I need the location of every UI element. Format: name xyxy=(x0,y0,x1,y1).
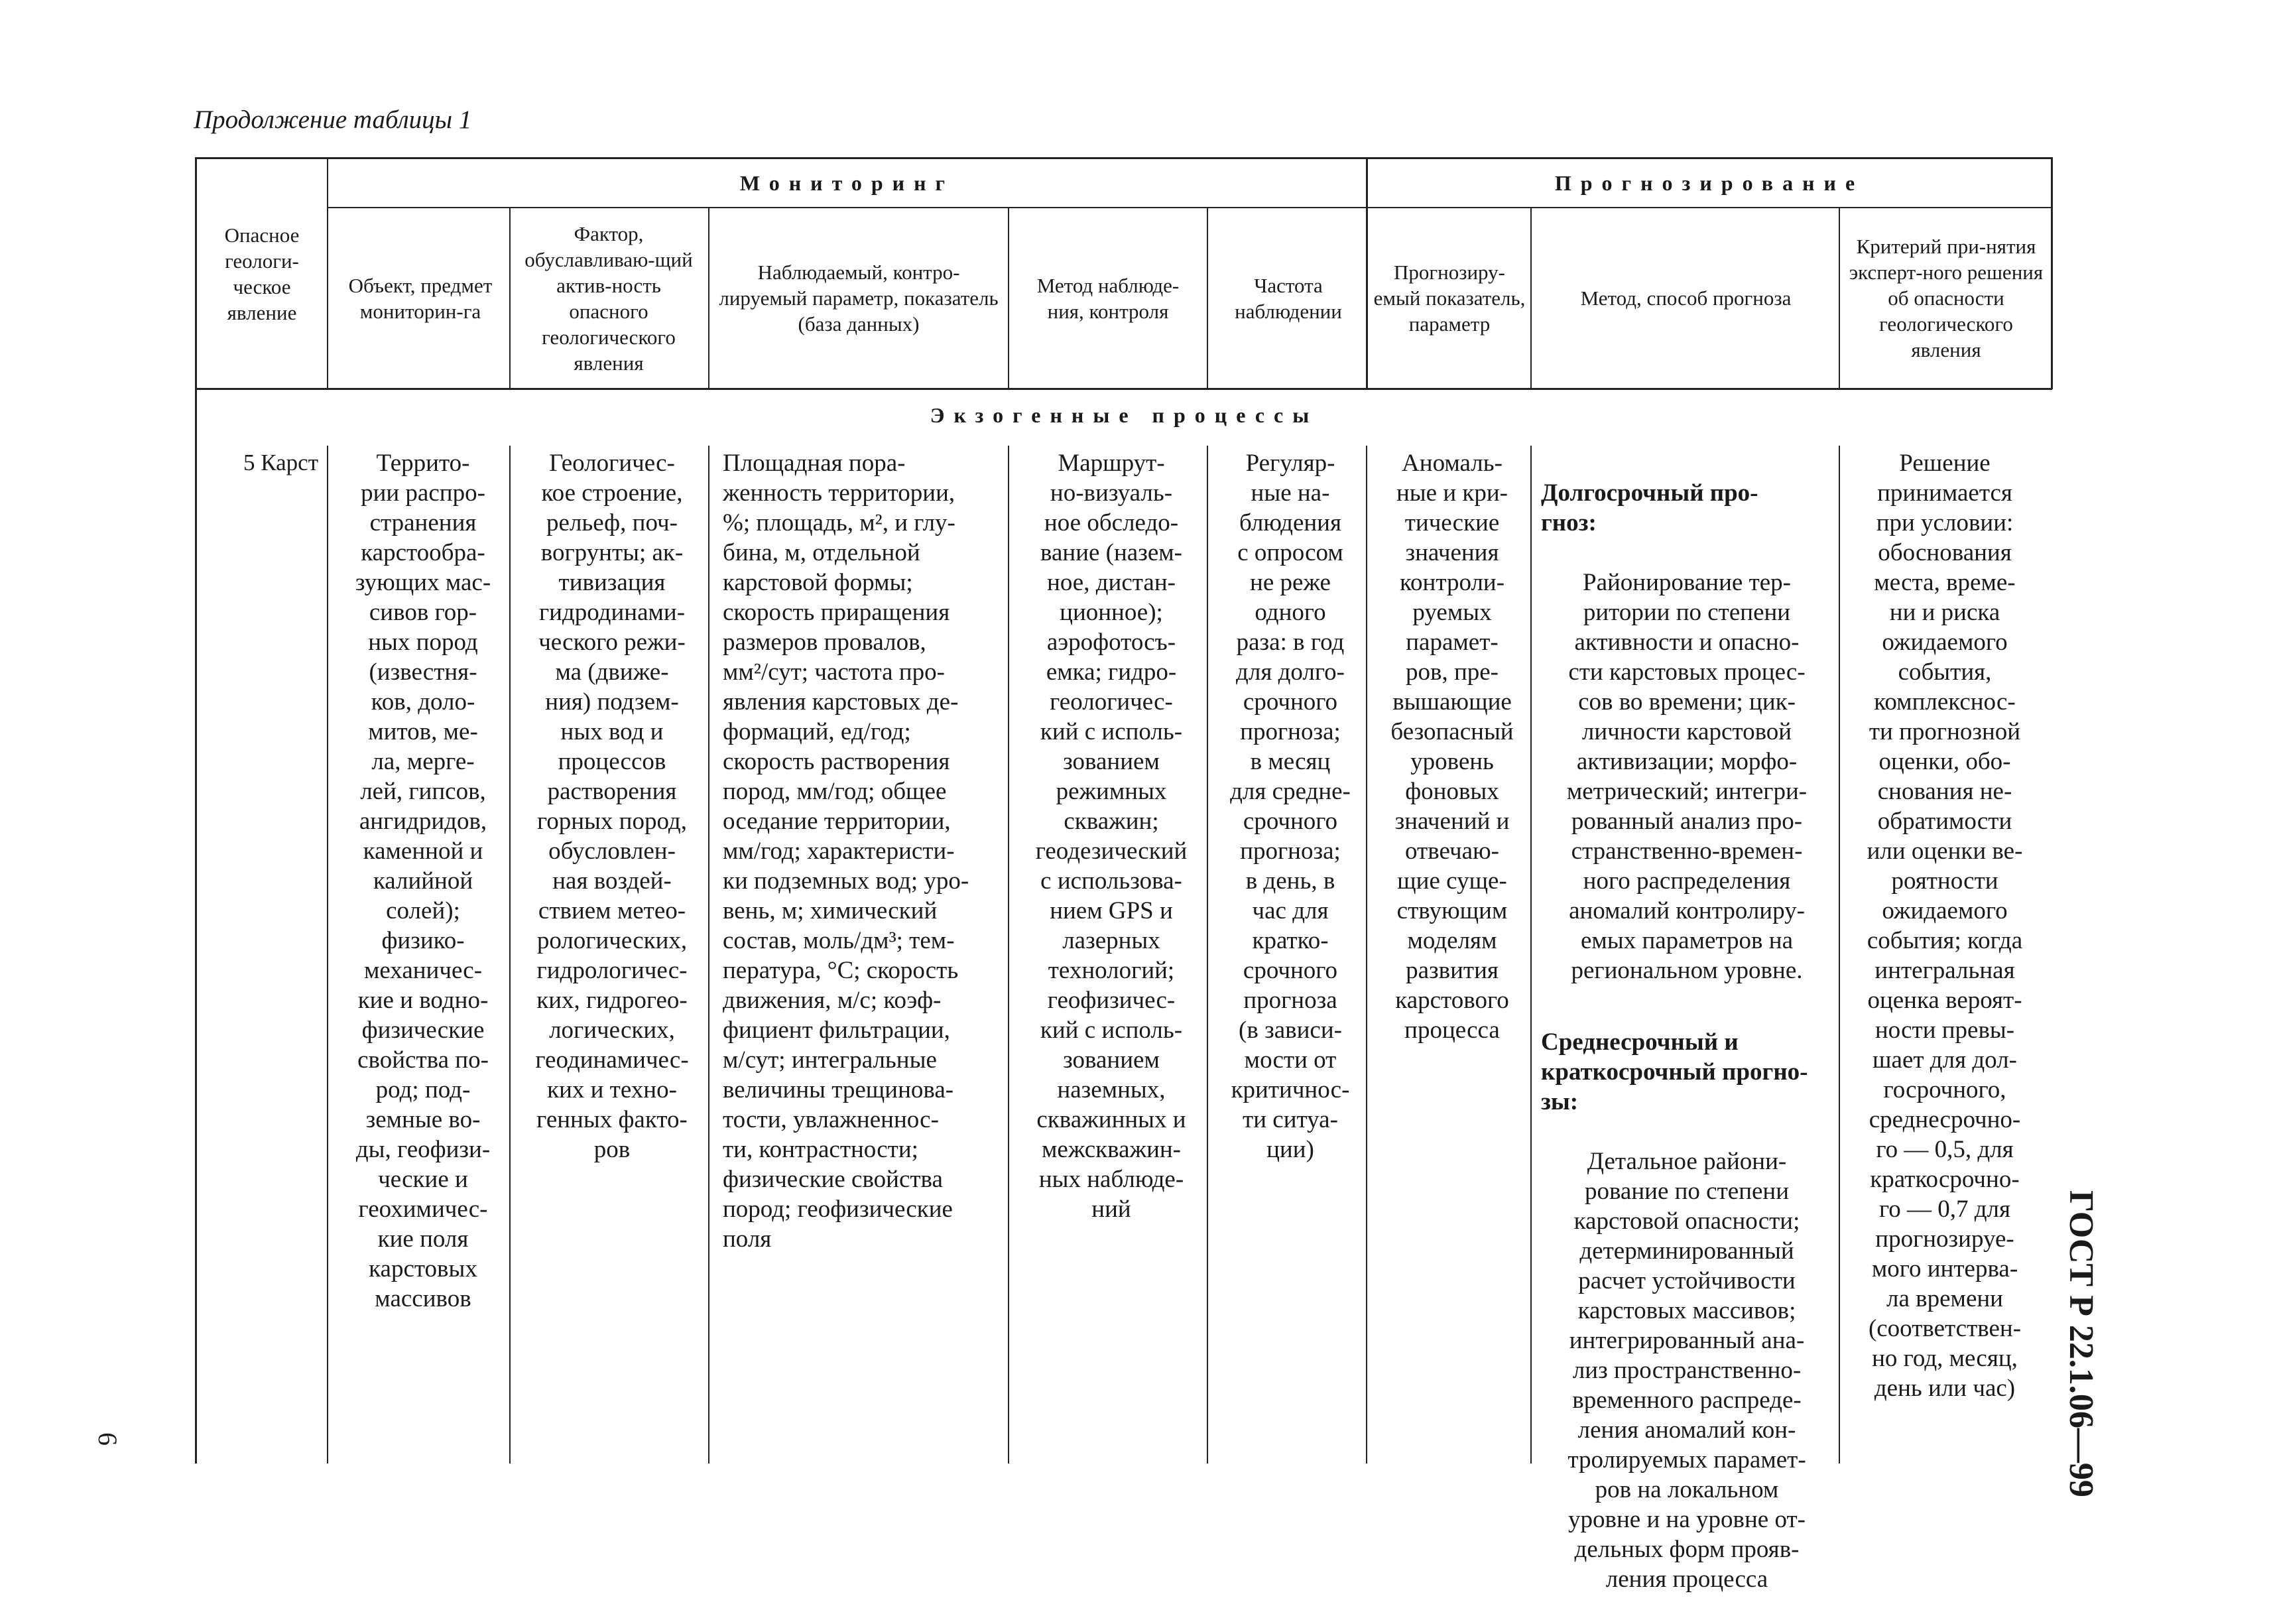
header-forecast-method xyxy=(1545,208,1827,388)
table-caption: Продолжение таблицы 1 xyxy=(194,105,472,134)
header-forecast-param-label: Прогнозиру-емый показатель, параметр xyxy=(1373,261,1526,336)
header-factor-label: Фактор, обуславливаю-щий актив-ность опасного геологического явления xyxy=(524,221,693,375)
header-hazard-label: Опасное геологи-ческое явление xyxy=(224,223,300,324)
header-hazard xyxy=(198,159,326,388)
header-indicator xyxy=(717,208,1000,388)
header-forecast-method-label: Метод, способ прогноза xyxy=(1580,286,1792,310)
header-factor xyxy=(519,208,699,388)
header-method-label: Метод наблюде-ния, контроля xyxy=(1036,273,1180,323)
group-forecasting-label: Прогнозирование xyxy=(1554,170,1865,195)
forecast-short-title: Среднесрочный и краткосрочный прогно- зы: xyxy=(1541,1029,1808,1115)
header-object xyxy=(342,208,499,388)
row-frequency: Регуляр- ные на- блюдения с опросом не реже одного раза: в год для долго- срочного прогноза; в месяц для средне- срочного прогноза; в день, в час для кратко- срочного прогноза (в зависи- мости от критичнос- ти ситуа- ции) xyxy=(1230,450,1351,1163)
forecast-long-text: Районирование тер- ритории по степени активности и опасно- сти карстовых процес- сов во времени; цик- личности карстовой активизации; морфо- метрический; интегри- рованный анализ про- странственно-времен- ного распределения аномалий контролиру- емых параметров на региональном уровне. xyxy=(1566,569,1808,984)
header-frequency-label: Частота наблюдении xyxy=(1235,273,1342,323)
row-forecast-param: Аномаль- ные и кри- тические значения контроли- руемых парамет- ров, пре- вышающие безопасный уровень фоновых значений и отвечаю- щие суще- ствующим моделям развития карстового процесса xyxy=(1390,450,1514,1044)
header-criterion-label: Критерий при-нятия эксперт-ного решения об опасности геологического явления xyxy=(1849,235,2044,361)
header-frequency xyxy=(1213,208,1363,388)
header-indicator-label: Наблюдаемый, контро-лируемый параметр, показатель (база данных) xyxy=(719,261,999,336)
header-group-monitoring xyxy=(328,159,1366,207)
row-criterion: Решение принимается при условии: обоснования места, време- ни и риска ожидаемого события, комплекснос- ти прогнозной оценки, обо- снования не- обратимости или оценки ве- роятности ожидаемого события; когда интегральная оценка вероят- ности превы- шает для дол- госрочного, среднесрочно- го — 0,5, для краткосрочно- го — 0,7 для прогнозируе- мого интерва- ла времени (соответствен- но год, месяц, день или час) xyxy=(1867,450,2023,1402)
forecast-short-text: Детальное райони- рование по степени карстовой опасности; детерминированный расчет устойчивости карстовых массивов; интегрированный ана- лиз пространственно- временного распреде- ления аномалий кон- тролируемых парамет- ров на локальном уровне и на уровне от- дельных форм прояв- ления процесса xyxy=(1567,1148,1806,1593)
section-title-label: Экзогенные процессы xyxy=(930,403,1319,427)
header-group-forecasting xyxy=(1368,159,2051,207)
section-title xyxy=(198,391,2051,439)
row-forecast-method xyxy=(1541,448,1833,1624)
row-factor: Геологичес- кое строение, рельеф, поч- вогрунты; ак- тивизация гидродинами- ческого режи- ма (движе- ния) подзем- ных вод и процессов растворения горных пород, обусловлен- ная воздей- ствием метео- рологических, гидрологичес- ких, гидрогео- логических, геодинамичес- ких и техно- генных факто- ров xyxy=(535,450,689,1163)
row-hazard: 5 Карст xyxy=(243,450,318,475)
forecast-long-title: Долгосрочный про- гноз: xyxy=(1541,479,1758,536)
row-object: Террито- рии распро- странения карстообра- зующих мас- сивов гор- ных пород (известня- ков, доло- митов, ме- ла, мерге- лей, гипсов, ангидридов, каменной и калийной солей); физико- механичес- кие и водно- физические свойства по- род; под- земные во- ды, геофизи- ческие и геохимичес- кие поля карстовых массивов xyxy=(355,450,491,1312)
page-number: 6 xyxy=(93,1432,123,1446)
header-forecast-param xyxy=(1373,208,1526,388)
gost-standard-code: ГОСТ Р 22.1.06—99 xyxy=(2062,1190,2100,1497)
header-object-label: Объект, предмет мониторин-га xyxy=(348,273,493,323)
header-criterion xyxy=(1847,208,2046,388)
group-monitoring-label: Мониторинг xyxy=(739,170,955,195)
row-method: Маршрут- но-визуаль- ное обследо- вание (назем- ное, дистан- ционное); аэрофотосъ- емка; гидро- геологичес- кий с исполь- зованием режимных скважин; геодезический с использова- нием GPS и лазерных технологий; геофизичес- кий с исполь- зованием наземных, скважинных и межскважин- ных наблюде- ний xyxy=(1035,450,1188,1223)
header-method xyxy=(1034,208,1182,388)
row-indicator: Площадная пора- женность территории, %; площадь, м², и глу- бина, м, отдельной карстовой формы; скорость приращения размеров провалов, мм²/сут; частота про- явления карстовых де- формаций, ед/год; скорость растворения пород, мм/год; общее оседание территории, мм/год; характеристи- ки подземных вод; уро- вень, м; химический состав, моль/дм³; тем- пература, °С; скорость движения, м/с; коэф- фициент фильтрации, м/сут; интегральные величины трещинова- тости, увлажненнос- ти, контрастности; физические свойства пород; геофизические поля xyxy=(723,450,969,1253)
